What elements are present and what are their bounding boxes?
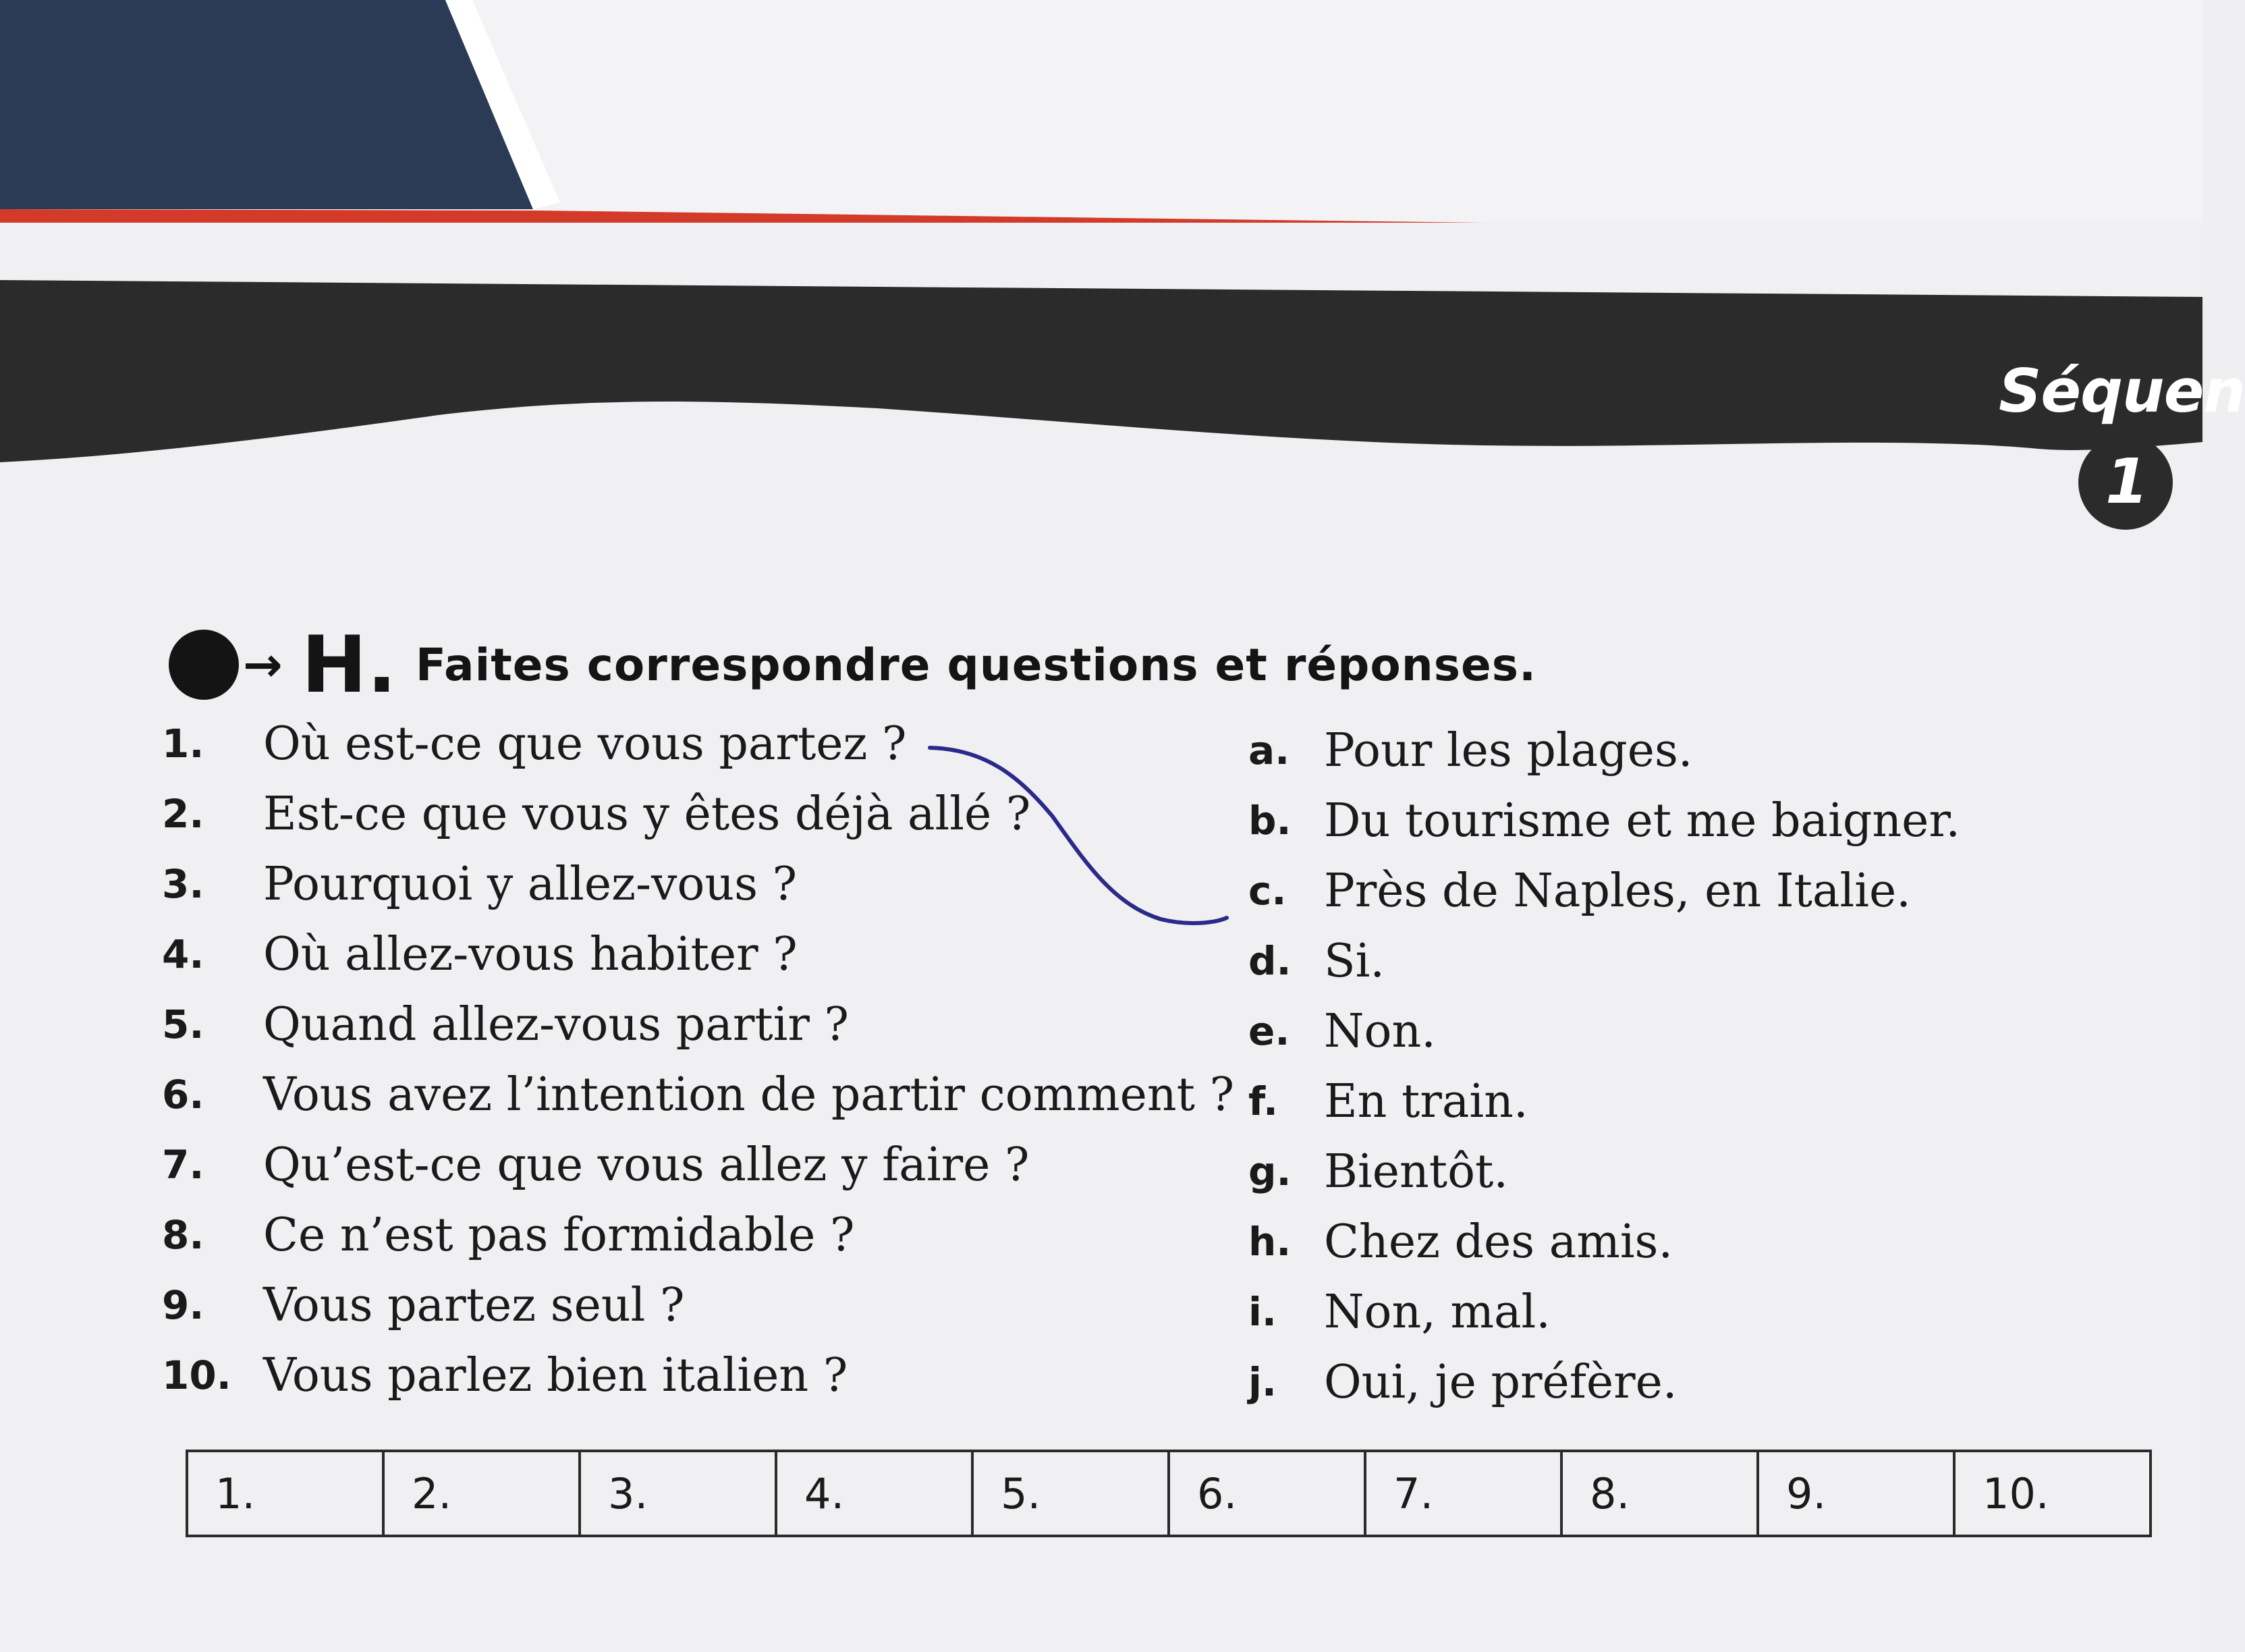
exercise-instruction: Faites correspondre questions et réponses.: [415, 638, 1537, 691]
answer-item: [1248, 926, 1960, 996]
answer-letter: d.: [1248, 938, 1292, 984]
answer-cell-6[interactable]: 6.: [1169, 1451, 1365, 1536]
answer-letter: f.: [1248, 1078, 1279, 1124]
answer-text: Pour les plages.: [1324, 723, 1693, 777]
question-number: 5.: [162, 1001, 204, 1047]
answer-grid: [186, 1450, 2152, 1537]
answer-letter: h.: [1248, 1219, 1292, 1265]
question-item: [162, 1059, 1234, 1130]
question-item: [162, 1270, 1234, 1340]
question-number: 2.: [162, 791, 204, 837]
answer-cell-3[interactable]: 3.: [580, 1451, 776, 1536]
question-number: 4.: [162, 931, 204, 977]
answer-item: [1248, 1277, 1960, 1347]
answer-item: [1248, 856, 1960, 926]
answer-letter: c.: [1248, 868, 1287, 914]
answer-cell-9[interactable]: 9.: [1758, 1451, 1954, 1536]
question-item: [162, 779, 1234, 849]
answer-item: [1248, 996, 1960, 1066]
answer-letter: j.: [1248, 1359, 1277, 1405]
question-text: Pourquoi y allez-vous ?: [263, 857, 798, 911]
answer-text: En train.: [1324, 1074, 1528, 1128]
answer-letter: a.: [1248, 727, 1290, 773]
answer-text: Bientôt.: [1324, 1145, 1508, 1199]
exercise-heading: [169, 619, 1537, 711]
answer-item: [1248, 715, 1960, 786]
question-number: 3.: [162, 861, 204, 907]
question-number: 10.: [162, 1352, 231, 1398]
answer-item: [1248, 1347, 1960, 1417]
answer-letter: i.: [1248, 1289, 1277, 1335]
question-text: Quand allez-vous partir ?: [263, 997, 849, 1051]
answers-list: [1248, 715, 1960, 1417]
question-number: 7.: [162, 1142, 204, 1188]
arrow-icon: →: [243, 637, 283, 692]
answer-cell-10[interactable]: 10.: [1954, 1451, 2151, 1536]
answer-text: Chez des amis.: [1324, 1215, 1673, 1269]
section-number: 1: [2105, 445, 2149, 518]
answer-cell-4[interactable]: 4.: [776, 1451, 972, 1536]
questions-list: [162, 709, 1234, 1410]
answer-text: Près de Naples, en Italie.: [1324, 864, 1911, 918]
section-title: Séquen: [1999, 356, 2245, 426]
answer-item: [1248, 1207, 1960, 1277]
question-text: Où allez-vous habiter ?: [263, 927, 798, 981]
question-text: Ce n’est pas formidable ?: [263, 1208, 855, 1262]
question-number: 6.: [162, 1072, 204, 1118]
answer-text: Si.: [1324, 934, 1385, 988]
question-number: 1.: [162, 721, 204, 767]
question-text: Qu’est-ce que vous allez y faire ?: [263, 1138, 1030, 1192]
exercise-letter: H.: [301, 619, 397, 711]
question-text: Où est-ce que vous partez ?: [263, 717, 907, 771]
answer-text: Non, mal.: [1324, 1285, 1551, 1339]
answer-item: [1248, 1136, 1960, 1207]
question-item: [162, 849, 1234, 919]
answer-cell-7[interactable]: 7.: [1365, 1451, 1561, 1536]
question-text: Est-ce que vous y êtes déjà allé ?: [263, 787, 1031, 841]
answer-text: Oui, je préfère.: [1324, 1355, 1678, 1409]
answer-cell-8[interactable]: 8.: [1561, 1451, 1758, 1536]
question-number: 8.: [162, 1212, 204, 1258]
answer-text: Du tourisme et me baigner.: [1324, 794, 1961, 848]
sequence-banner: [0, 280, 2202, 523]
audio-dot-icon: [169, 630, 239, 700]
answer-item: [1248, 1066, 1960, 1136]
question-text: Vous partez seul ?: [263, 1278, 685, 1332]
answer-letter: e.: [1248, 1008, 1290, 1054]
answer-item: [1248, 786, 1960, 856]
answer-letter: b.: [1248, 798, 1292, 844]
answer-text: Non.: [1324, 1004, 1436, 1058]
question-item: [162, 989, 1234, 1059]
question-item: [162, 1130, 1234, 1200]
question-item: [162, 1340, 1234, 1410]
question-item: [162, 919, 1234, 989]
answer-cell-5[interactable]: 5.: [972, 1451, 1169, 1536]
answer-cell-2[interactable]: 2.: [383, 1451, 580, 1536]
answer-cell-1[interactable]: 1.: [187, 1451, 383, 1536]
question-text: Vous parlez bien italien ?: [263, 1348, 848, 1402]
question-item: [162, 709, 1234, 779]
answer-letter: g.: [1248, 1149, 1292, 1194]
question-number: 9.: [162, 1282, 204, 1328]
blue-folder: [0, 0, 2202, 229]
question-text: Vous avez l’intention de partir comment ?: [263, 1068, 1235, 1122]
question-item: [162, 1200, 1234, 1270]
